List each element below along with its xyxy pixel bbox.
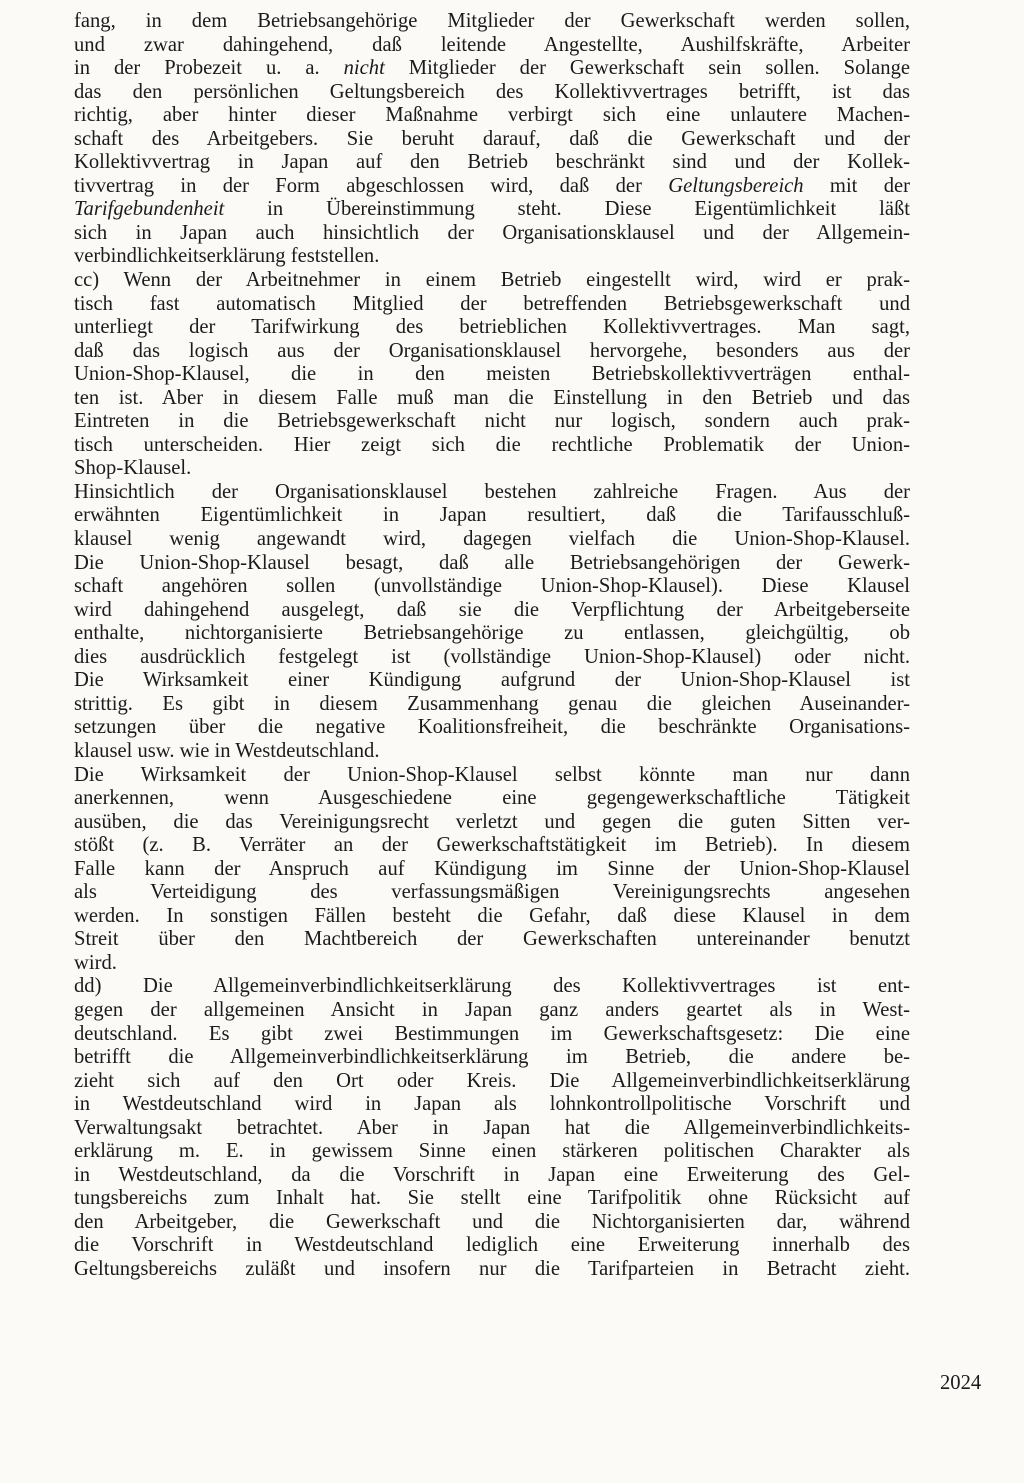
text-segment: werden. In sonstigen Fällen besteht die Gefahr, daß diese Klausel in dem (74, 904, 910, 927)
text-segment: Falle kann der Anspruch auf Kündigung im Sinne der Union-Shop-Klausel (74, 857, 910, 880)
text-line (74, 316, 910, 340)
text-segment: klausel wenig angewandt wird, dagegen vielfach die Union-Shop-Klausel. (74, 528, 910, 551)
text-segment: enthalte, nichtorganisierte Betriebsangehörige zu entlassen, gleichgültig, ob (74, 622, 910, 645)
text-segment: wird. (74, 951, 117, 974)
body-text (74, 10, 910, 1282)
text-line (74, 928, 910, 952)
text-line (74, 1187, 910, 1211)
text-line (74, 1023, 910, 1047)
text-line (74, 999, 910, 1023)
text-line (74, 481, 910, 505)
text-line (74, 834, 910, 858)
text-segment: tivvertrag in der Form abgeschlossen wird, daß der (74, 174, 669, 197)
text-segment: Eintreten in die Betriebsgewerkschaft nicht nur logisch, sondern auch prak- (74, 410, 910, 433)
text-segment: anerkennen, wenn Ausgeschiedene eine gegengewerkschaftliche Tätigkeit (74, 787, 910, 810)
text-line (74, 293, 910, 317)
text-segment: setzungen über die negative Koalitionsfreiheit, die beschränkte Organisations- (74, 716, 910, 739)
text-line (74, 740, 910, 764)
text-line (74, 128, 910, 152)
text-segment: tungsbereichs zum Inhalt hat. Sie stellt eine Tarifpolitik ohne Rücksicht auf (74, 1187, 910, 1210)
text-line (74, 1117, 910, 1141)
text-segment: verbindlichkeitserklärung feststellen. (74, 245, 380, 268)
text-line (74, 716, 910, 740)
text-line (74, 434, 910, 458)
text-segment: ten ist. Aber in diesem Falle muß man die Einstellung in den Betrieb und das (74, 386, 910, 409)
text-line (74, 858, 910, 882)
text-line (74, 905, 910, 929)
page-number: 2024 (940, 1372, 982, 1394)
emphasized-text: Tarifgebundenheit (74, 198, 225, 221)
text-segment: zieht sich auf den Ort oder Kreis. Die Allgemeinverbindlichkeitserklärung (74, 1069, 910, 1092)
text-segment: Kollektivvertrag in Japan auf den Betrieb beschränkt sind und der Kollek- (74, 151, 910, 174)
text-segment: Die Union-Shop-Klausel besagt, daß alle Betriebsangehörigen der Gewerk- (74, 551, 910, 574)
text-segment: Hinsichtlich der Organisationsklausel bestehen zahlreiche Fragen. Aus der (74, 480, 910, 503)
text-segment: erklärung m. E. in gewissem Sinne einen stärkeren politischen Charakter als (74, 1140, 910, 1163)
text-segment: daß das logisch aus der Organisationsklausel hervorgehe, besonders aus der (74, 339, 910, 362)
text-segment: das den persönlichen Geltungsbereich des Kollektivvertrages betrifft, ist das (74, 80, 910, 103)
text-segment: stößt (z. B. Verräter an der Gewerkschaftstätigkeit im Betrieb). In diesem (74, 834, 910, 857)
text-line (74, 881, 910, 905)
text-segment: die Vorschrift in Westdeutschland lediglich eine Erweiterung innerhalb des (74, 1234, 910, 1257)
text-segment: wird dahingehend ausgelegt, daß sie die Verpflichtung der Arbeitgeberseite (74, 598, 910, 621)
text-segment: Die Wirksamkeit einer Kündigung aufgrund der Union-Shop-Klausel ist (74, 669, 910, 692)
text-line (74, 363, 910, 387)
text-line (74, 952, 910, 976)
text-segment: ausüben, die das Vereinigungsrecht verletzt und gegen die guten Sitten ver- (74, 810, 910, 833)
text-line (74, 457, 910, 481)
text-segment: betrifft die Allgemeinverbindlichkeitserklärung im Betrieb, die andere be- (74, 1046, 910, 1069)
text-segment: erwähnten Eigentümlichkeit in Japan resultiert, daß die Tarifausschluß- (74, 504, 910, 527)
text-segment: unterliegt der Tarifwirkung des betrieblichen Kollektivvertrages. Man sagt, (74, 316, 910, 339)
text-segment: Mitglieder der Gewerkschaft sein sollen. Solange (384, 57, 911, 80)
text-segment: deutschland. Es gibt zwei Bestimmungen im Gewerkschaftsgesetz: Die eine (74, 1022, 910, 1045)
text-line (74, 410, 910, 434)
text-segment: schaft des Arbeitgebers. Sie beruht darauf, daß die Gewerkschaft und der (74, 127, 910, 150)
text-segment: Geltungsbereichs zuläßt und insofern nur die Tarifparteien in Betracht zieht. (74, 1257, 910, 1280)
text-segment: klausel usw. wie in Westdeutschland. (74, 739, 380, 762)
text-line (74, 504, 910, 528)
text-line (74, 764, 910, 788)
text-segment: Die Wirksamkeit der Union-Shop-Klausel selbst könnte man nur dann (74, 763, 910, 786)
text-line (74, 622, 910, 646)
text-segment: strittig. Es gibt in diesem Zusammenhang genau die gleichen Auseinander- (74, 692, 910, 715)
text-segment: Verwaltungsakt betrachtet. Aber in Japan hat die Allgemeinverbindlichkeits- (74, 1116, 910, 1139)
text-line (74, 575, 910, 599)
text-line (74, 1140, 910, 1164)
text-line (74, 693, 910, 717)
text-segment: in Übereinstimmung steht. Diese Eigentümlichkeit läßt (224, 198, 910, 221)
text-segment: fang, in dem Betriebsangehörige Mitglieder der Gewerkschaft werden sollen, (74, 10, 910, 32)
text-line (74, 669, 910, 693)
text-line (74, 1211, 910, 1235)
text-segment: in Westdeutschland wird in Japan als lohnkontrollpolitische Vorschrift und (74, 1093, 910, 1116)
text-line (74, 1046, 910, 1070)
text-line (74, 811, 910, 835)
text-segment: als Verteidigung des verfassungsmäßigen Vereinigungsrechts angesehen (74, 881, 910, 904)
text-line (74, 10, 910, 34)
text-segment: den Arbeitgeber, die Gewerkschaft und die Nichtorganisierten dar, während (74, 1210, 910, 1233)
text-segment: dd) Die Allgemeinverbindlichkeitserklärung des Kollektivvertrages ist ent- (74, 975, 910, 998)
text-line (74, 269, 910, 293)
text-segment: und zwar dahingehend, daß leitende Angestellte, Aushilfskräfte, Arbeiter (74, 33, 910, 56)
text-line (74, 1258, 910, 1282)
text-line (74, 599, 910, 623)
text-line (74, 528, 910, 552)
text-segment: richtig, aber hinter dieser Maßnahme verbirgt sich eine unlautere Machen- (74, 104, 910, 127)
text-line (74, 81, 910, 105)
text-segment: Union-Shop-Klausel, die in den meisten Betriebskollektivverträgen enthal- (74, 363, 910, 386)
text-segment: schaft angehören sollen (unvollständige Union-Shop-Klausel). Diese Klausel (74, 575, 910, 598)
text-line (74, 175, 910, 199)
text-line (74, 245, 910, 269)
text-segment: in der Probezeit u. a. (74, 57, 344, 80)
text-segment: Streit über den Machtbereich der Gewerkschaften untereinander benutzt (74, 928, 910, 951)
text-segment: tisch unterscheiden. Hier zeigt sich die rechtliche Problematik der Union- (74, 433, 910, 456)
text-line (74, 340, 910, 364)
text-line (74, 222, 910, 246)
text-line (74, 104, 910, 128)
text-line (74, 198, 910, 222)
emphasized-text: nicht (343, 57, 385, 80)
text-line (74, 34, 910, 58)
text-segment: gegen der allgemeinen Ansicht in Japan ganz anders geartet als in West- (74, 998, 910, 1021)
text-line (74, 552, 910, 576)
text-segment: Shop-Klausel. (74, 457, 192, 480)
text-segment: sich in Japan auch hinsichtlich der Organisationsklausel und der Allgemein- (74, 221, 910, 244)
text-segment: dies ausdrücklich festgelegt ist (vollständige Union-Shop-Klausel) oder nicht. (74, 645, 910, 668)
text-line (74, 1093, 910, 1117)
text-line (74, 151, 910, 175)
text-line (74, 387, 910, 411)
text-segment: mit der (803, 174, 910, 197)
text-line (74, 646, 910, 670)
text-line (74, 57, 910, 81)
text-line (74, 1070, 910, 1094)
emphasized-text: Geltungsbereich (668, 174, 804, 197)
text-line (74, 1234, 910, 1258)
text-segment: in Westdeutschland, da die Vorschrift in Japan eine Erweiterung des Gel- (74, 1163, 910, 1186)
text-line (74, 1164, 910, 1188)
text-segment: tisch fast automatisch Mitglied der betreffenden Betriebsgewerkschaft und (74, 292, 910, 315)
text-line (74, 787, 910, 811)
text-line (74, 975, 910, 999)
text-segment: cc) Wenn der Arbeitnehmer in einem Betrieb eingestellt wird, wird er prak- (74, 269, 910, 292)
